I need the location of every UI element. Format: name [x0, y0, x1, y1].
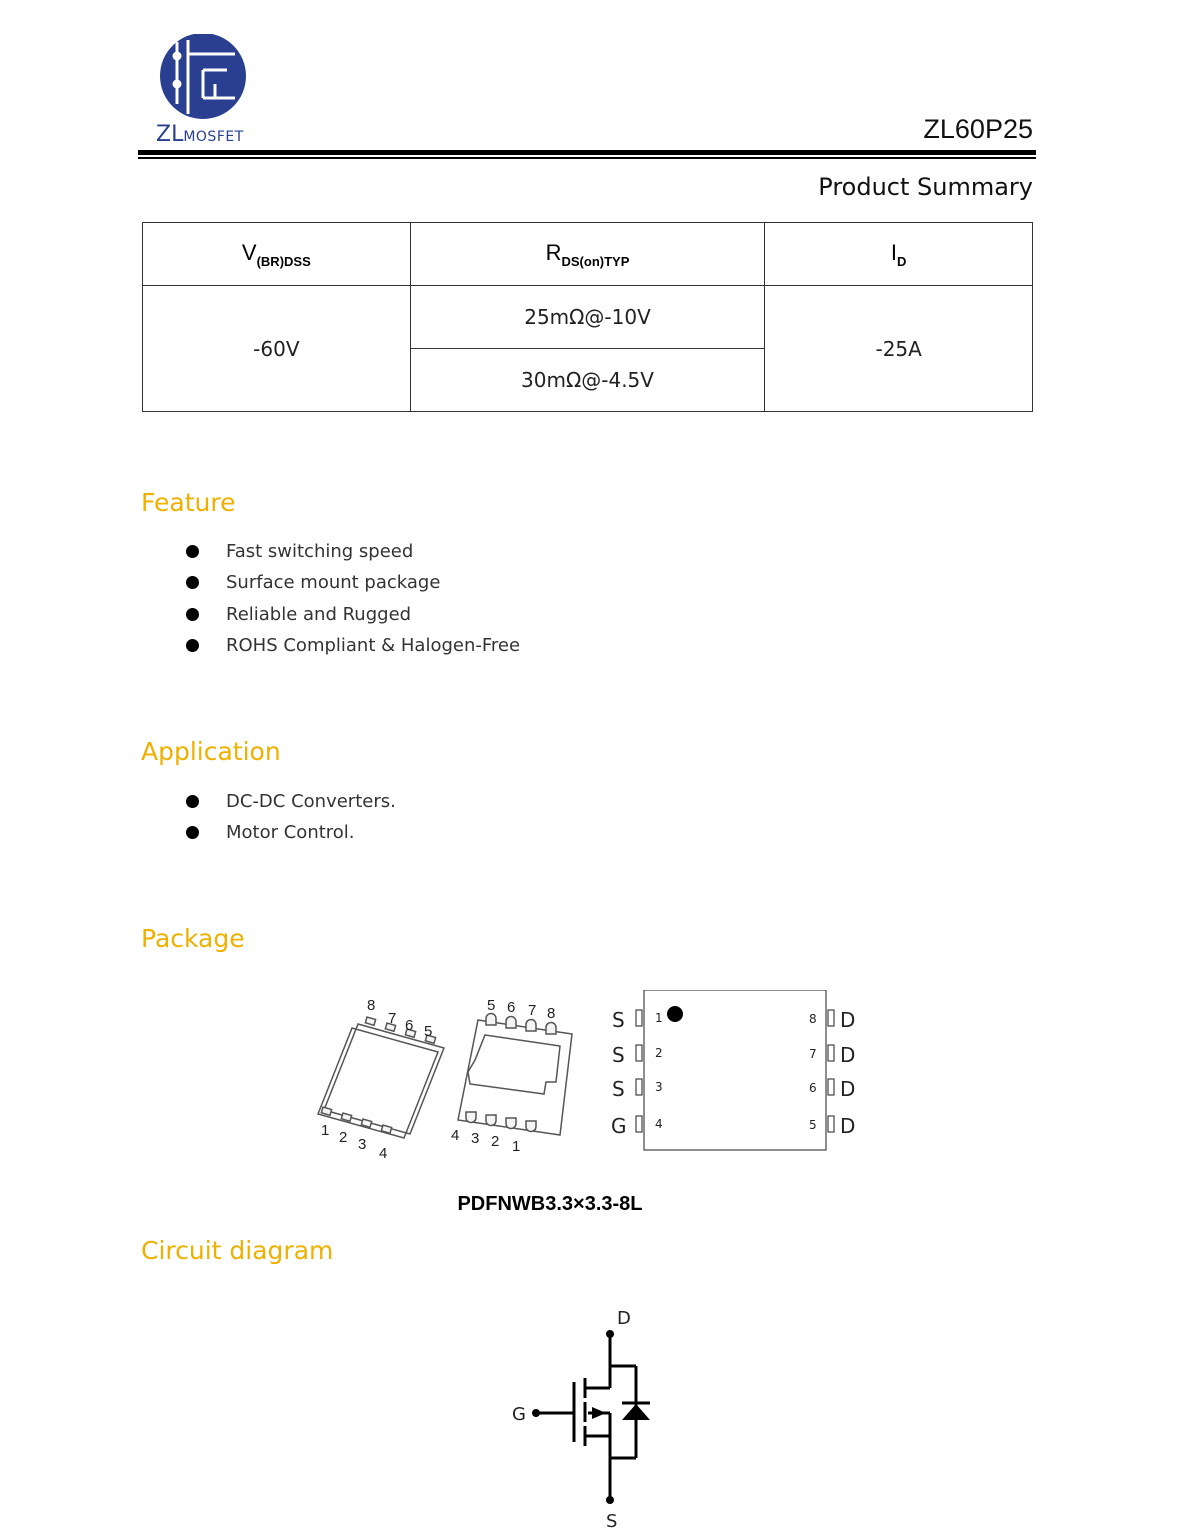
pin-label-3: 3 [358, 1136, 367, 1153]
source-label: S [606, 1511, 618, 1530]
pin-label-5: 5 [424, 1023, 433, 1040]
list-item: Reliable and Rugged [186, 604, 520, 635]
package-bottom-view [458, 1013, 572, 1135]
table-row [143, 286, 1033, 349]
pin-num-5: 5 [809, 1118, 817, 1132]
pin-num-7: 7 [809, 1047, 817, 1061]
bullet-icon [186, 826, 199, 839]
list-item: Surface mount package [186, 572, 520, 603]
circuit-diagram [510, 1300, 680, 1530]
list-item: Motor Control. [186, 822, 396, 853]
pin-num-6: 6 [809, 1081, 817, 1095]
pin1-marker [667, 1006, 683, 1022]
pin-label-8: 8 [367, 997, 376, 1014]
part-number: ZL60P25 [923, 114, 1033, 144]
bullet-icon [186, 795, 199, 808]
header-rule-thin [138, 157, 1036, 159]
pin-name-s3: S [612, 1077, 625, 1101]
pin-name-s1: S [612, 1008, 625, 1032]
pin-label-1: 1 [321, 1122, 330, 1139]
list-item: ROHS Compliant & Halogen-Free [186, 635, 520, 666]
pin-label-4-bottom: 4 [451, 1127, 460, 1144]
list-item: Fast switching speed [186, 541, 520, 572]
pin-name-d8: D [840, 1008, 856, 1032]
gate-label: G [512, 1404, 526, 1425]
pin-label-7: 7 [388, 1010, 397, 1027]
pin-label-1-bottom: 1 [512, 1138, 521, 1155]
product-summary-table [142, 222, 1033, 412]
pin-label-4: 4 [379, 1145, 388, 1162]
pin-num-1: 1 [655, 1011, 663, 1025]
pin-label-7-bottom: 7 [528, 1002, 537, 1019]
drain-label: D [617, 1308, 631, 1329]
package-drawing [310, 990, 870, 1165]
pin-num-4: 4 [655, 1117, 663, 1131]
pin-name-d6: D [840, 1077, 856, 1101]
pin-name-d7: D [840, 1043, 856, 1067]
product-summary-title: Product Summary [818, 173, 1033, 201]
header-rdson: $R_{DS(on)TYP}$ [410, 223, 765, 286]
pinout-diagram [636, 990, 834, 1150]
package-heading: Package [141, 924, 245, 953]
bullet-icon [186, 576, 199, 589]
header-rule [138, 150, 1036, 155]
pin-label-3-bottom: 3 [471, 1130, 480, 1147]
pin-name-s2: S [612, 1043, 625, 1067]
pin-label-6: 6 [405, 1017, 414, 1034]
pin-label-8-bottom: 8 [547, 1005, 556, 1022]
feature-heading: Feature [141, 488, 236, 517]
table-header-row [143, 223, 1033, 286]
feature-list [186, 541, 520, 666]
bullet-icon [186, 639, 199, 652]
pin-name-g: G [611, 1114, 627, 1138]
pin-label-2-bottom: 2 [491, 1133, 500, 1150]
logo-text: ZLMOSFET [156, 122, 244, 147]
header-id: $I_D$ [765, 223, 1033, 286]
pin-num-8: 8 [809, 1012, 817, 1026]
rdson-value-10v: 25mΩ@-10V [410, 286, 765, 349]
id-value: -25A [765, 286, 1033, 412]
bullet-icon [186, 545, 199, 558]
header-vbrdss: $V_{(BR)DSS}$ [143, 223, 411, 286]
pin-label-5-bottom: 5 [487, 997, 496, 1014]
circuit-heading: Circuit diagram [141, 1236, 334, 1265]
application-list [186, 791, 396, 854]
package-caption: PDFNWB3.3×3.3-8L [457, 1193, 643, 1215]
application-heading: Application [141, 737, 281, 766]
bullet-icon [186, 608, 199, 621]
list-item: DC-DC Converters. [186, 791, 396, 822]
pin-num-2: 2 [655, 1046, 663, 1060]
pin-label-2: 2 [339, 1129, 348, 1146]
pin-num-3: 3 [655, 1080, 663, 1094]
pin-label-6-bottom: 6 [507, 999, 516, 1016]
rdson-value-4v5: 30mΩ@-4.5V [410, 349, 765, 412]
pin-name-d5: D [840, 1114, 856, 1138]
vbrdss-value: -60V [143, 286, 411, 412]
